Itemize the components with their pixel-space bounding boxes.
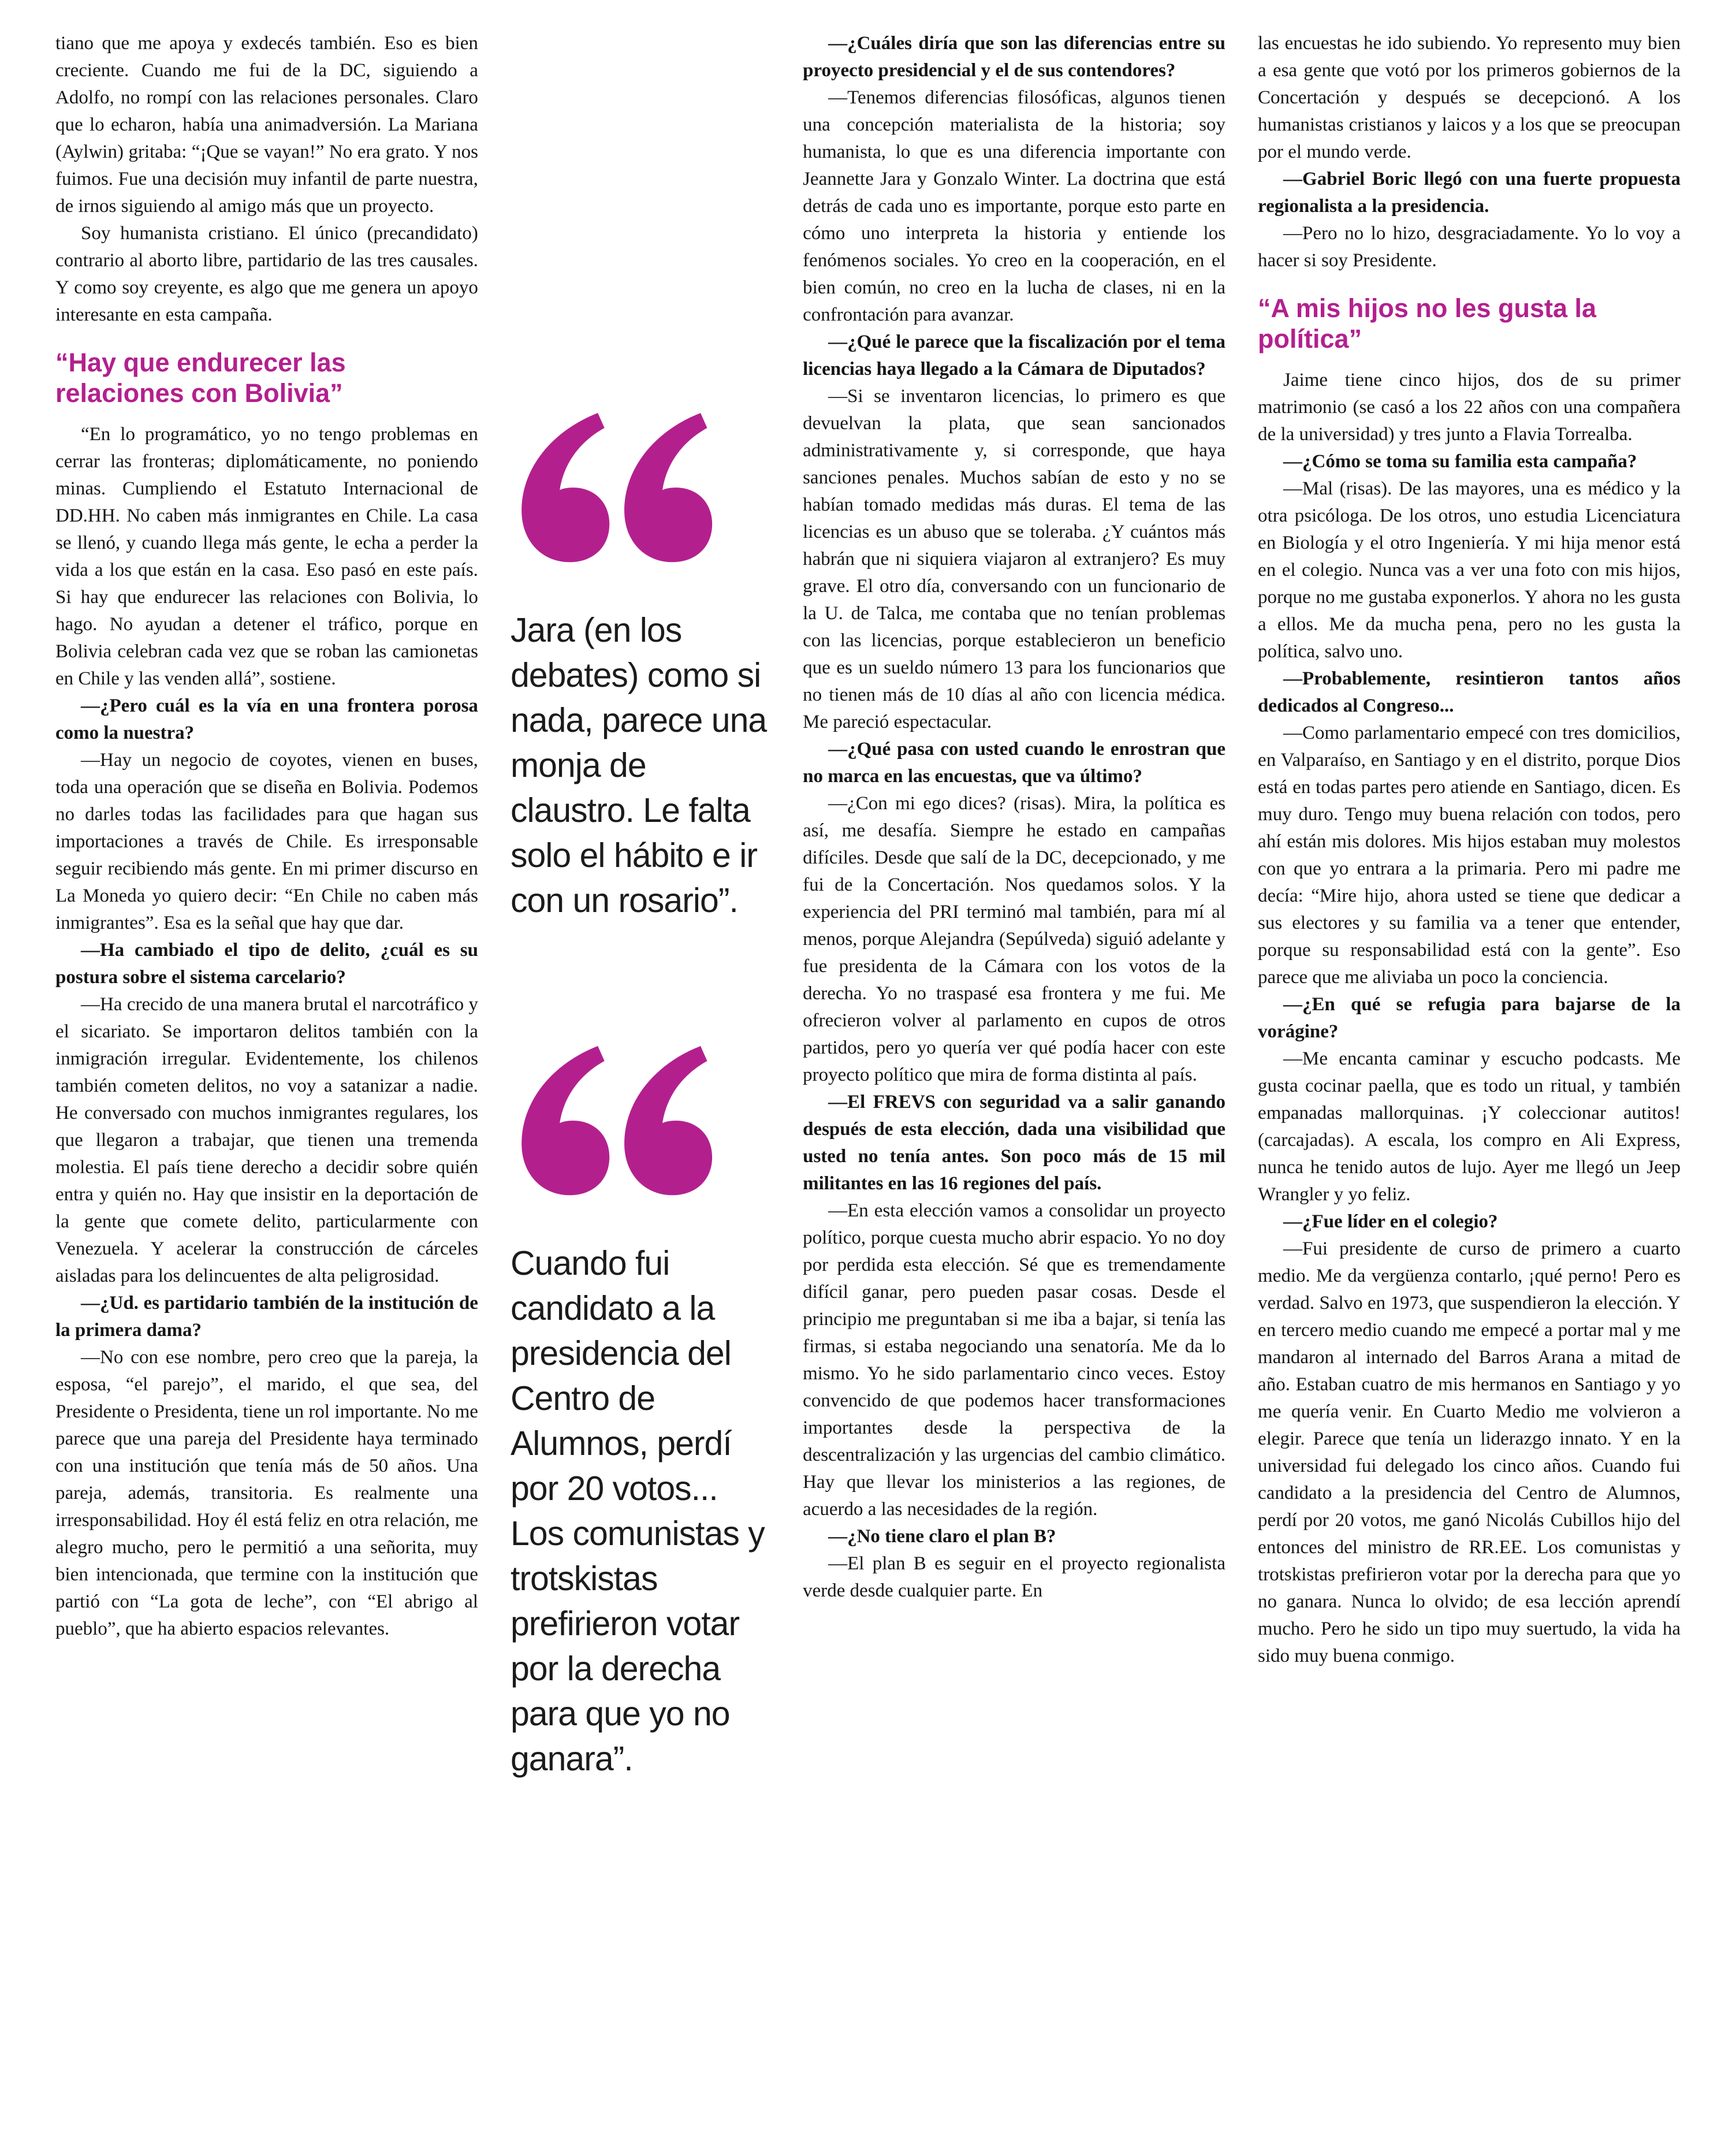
interview-question: —Probablemente, resintieron tantos años dedicados al Congreso... bbox=[1258, 668, 1681, 716]
interview-question: —Gabriel Boric llegó con una fuerte propuesta regionalista a la presidencia. bbox=[1258, 169, 1681, 217]
interview-answer: —Fui presidente de curso de primero a cuarto medio. Me da vergüenza contarlo, ¡qué perno! Pero es verdad. Salvo en 1973, que suspendieron la elección. Y en tercero medio cuando me empecé a portar mal y me mandaron al internado del Barros Arana a mitad de año. Estaban cuatro de mis hermanos en Santiago y yo me quería venir. En Cuarto Medio me volvieron a elegir. Parece que tenía un liderazgo innato. Y en la universidad fui delegado los cinco años. Cuando fui candidato a la presidencia del Centro de Alumnos, perdí por 20 votos, me ganó Nicolás Cubillos hijo del entonces del ministro de RR.EE. Los comunistas y trotskistas prefirieron votar por la derecha para que yo no ganara. Nunca lo olvido; de esa lección aprendí mucho. Pero he sido un tipo muy suertudo, la vida ha sido muy buena conmigo. bbox=[1258, 1238, 1681, 1666]
interview-answer: —En esta elección vamos a consolidar un proyecto político, porque cuesta mucho abrir espacio. Yo no doy por perdida esta elección. Sé que es tremendamente difícil ganar, pero pueden pasar cosas. Desde el principio me preguntaban si me iba a bajar, si tenía las firmas, si estaba negociando una senatoría. Me da lo mismo. Yo he sido parlamentario cinco veces. Estoy convencido de que podemos hacer transformaciones importantes desde la perspectiva de la descentralización y las urgencias del cambio climático. Hay que llevar los ministerios a las regiones, de acuerdo a las necesidades de la región. bbox=[803, 1200, 1226, 1520]
interview-question: —El FREVS con seguridad va a salir ganando después de esta elección, dada una visibilidad que usted no tenía antes. Son poco más de 15 mil militantes en las 16 regiones del país. bbox=[803, 1092, 1226, 1194]
interview-answer: —Me encanta caminar y escucho podcasts. Me gusta cocinar paella, que es todo un ritual, y también empanadas mallorquinas. ¡Y coleccionar autitos! (carcajadas). A escala, los compro en Ali Express, nunca he tenido autos de lujo. Ayer me llegó un Jeep Wrangler y yo feliz. bbox=[1258, 1048, 1681, 1205]
interview-answer: —Si se inventaron licencias, lo primero es que devuelvan la plata, que sean sancionados administrativamente y, si corresponde, que haya sanciones penales. Muchos sabían de esto y no se habían tomado medidas más duras. El tema de las licencias es un abuso que se toleraba. ¿Y cuántos más habrán que ni siquiera viajaron al extranjero? Es muy grave. El otro día, conversando con un funcionario de la U. de Talca, me contaba que no tenían problemas con las licencias, porque establecieron un beneficio que es un sueldo número 13 para los funcionarios que no tienen más de 10 días al año con licencia médica. Me pareció espectacular. bbox=[803, 386, 1226, 732]
article-paragraph: las encuestas he ido subiendo. Yo represento muy bien a esa gente que votó por los primeros gobiernos de la Concertación y después se decepcionó. A los humanistas cristianos y laicos y a los que se preocupan por el mundo verde. bbox=[1258, 33, 1681, 162]
pull-quote-text: Cuando fui candidato a la presidencia del Centro de Alumnos, perdí por 20 votos... Los comunistas y trotskistas prefirieron votar por la derecha para que yo no ganara”. bbox=[510, 1244, 765, 1778]
interview-question: —¿Ud. es partidario también de la institución de la primera dama? bbox=[55, 1293, 478, 1341]
interview-question: —¿En qué se refugia para bajarse de la vorágine? bbox=[1258, 994, 1681, 1042]
interview-question: —¿Fue líder en el colegio? bbox=[1283, 1211, 1498, 1232]
interview-answer: —El plan B es seguir en el proyecto regionalista verde desde cualquier parte. En bbox=[803, 1553, 1226, 1601]
pull-quote-column bbox=[511, 30, 770, 2117]
interview-answer: —Ha crecido de una manera brutal el narcotráfico y el sicariato. Se importaron delitos también con la inmigración irregular. Evidentemente, los chilenos también cometen delitos, no voy a satanizar a nadie. He conversado con muchos inmigrantes regulares, los que llegaron a trabajar, que tienen una tremenda molestia. El país tiene derecho a decidir sobre quién entra y quién no. Hay que insistir en la deportación de la gente que comete delito, particularmente con Venezuela. Y acelerar la construcción de cárceles aisladas para los delincuentes de alta peligrosidad. bbox=[55, 994, 478, 1286]
interview-answer: —Hay un negocio de coyotes, vienen en buses, toda una operación que se diseña en Bolivia. Podemos no darles todas las facilidades para que hagan sus importaciones a través de Chile. Es irresponsable seguir recibiendo más gente. En mi primer discurso en La Moneda yo quiero decir: “En Chile no caben más inmigrantes”. Esa es la señal que hay que dar. bbox=[55, 750, 478, 933]
article-paragraph: “En lo programático, yo no tengo problemas en cerrar las fronteras; diplomáticamente, no poniendo minas. Cumpliendo el Estatuto Internacional de DD.HH. No caben más inmigrantes en Chile. La casa se llenó, y cuando llega más gente, le echa a perder la vida a los que están en la casa. Eso pasó en este país. Si hay que endurecer las relaciones con Bolivia, lo hago. No ayudan a detener el tráfico, porque en Bolivia celebran cada vez que se roban las camionetas en Chile y las venden allá”, sostiene. bbox=[55, 424, 478, 689]
interview-question: —Ha cambiado el tipo de delito, ¿cuál es su postura sobre el sistema carcelario? bbox=[55, 940, 478, 988]
interview-answer: —¿Con mi ego dices? (risas). Mira, la política es así, me desafía. Siempre he estado en campañas difíciles. Desde que salí de la DC, decepcionado, y me fui de la Concertación. Nos quedamos solos. Y la experiencia del PRI terminó mal también, para mí al menos, porque Alejandra (Sepúlveda) siguió adelante y fue presidenta de la Cámara con los votos de la derecha. Yo no traspasé esa frontera y me fui. Me ofrecieron volver al parlamento en cupos de otros partidos, pero yo quería ver qué podía hacer con este proyecto político que mira de forma distinta al país. bbox=[803, 793, 1226, 1085]
interview-answer: —No con ese nombre, pero creo que la pareja, la esposa, “el parejo”, el marido, el que sea, del Presidente o Presidenta, tiene un rol importante. No me parece que una pareja del Presidente haya terminado con una institución que tenía más de 50 años. Una pareja, además, transitoria. Es realmente una irresponsabilidad. Hoy él está feliz en otra relación, me alegro mucho, pero le permitió a una señorita, muy bien intencionada, que termine con la institución que partió con “La gota de leche”, con “El abrigo al pueblo”, que ha abierto espacios relevantes. bbox=[55, 1347, 478, 1639]
section-subhead: “Hay que endurecer las relaciones con Bolivia” bbox=[55, 348, 346, 408]
interview-question: —¿Pero cuál es la vía en una frontera porosa como la nuestra? bbox=[55, 695, 478, 743]
section-subhead: “A mis hijos no les gusta la política” bbox=[1258, 293, 1597, 353]
interview-answer: —Tenemos diferencias filosóficas, algunos tienen una concepción materialista de la historia; soy humanista, lo que es una diferencia importante con Jeannette Jara y Gonzalo Winter. La doctrina que está detrás de cada uno es importante, porque esto parte en cómo uno interpreta la historia y entiende los fenómenos sociales. Yo creo en la cooperación, en el bien común, no creo en la lucha de clases, ni en la confrontación para avanzar. bbox=[803, 87, 1226, 325]
article-column-4 bbox=[1258, 30, 1681, 2117]
article-paragraph: tiano que me apoya y exdecés también. Eso es bien creciente. Cuando me fui de la DC, siguiendo a Adolfo, no rompí con las relaciones personales. Claro que lo echaron, había una animadversión. La Mariana (Aylwin) gritaba: “¡Que se vayan!” No era grato. Y nos fuimos. Fue una decisión muy infantil de parte nuestra, de irnos siguiendo al amigo más que un proyecto. bbox=[55, 33, 478, 217]
interview-question: —¿Qué le parece que la fiscalización por el tema licencias haya llegado a la Cámara de Diputados? bbox=[803, 332, 1226, 379]
interview-question: —¿Cómo se toma su familia esta campaña? bbox=[1283, 451, 1637, 472]
interview-question: —¿No tiene claro el plan B? bbox=[828, 1526, 1056, 1547]
opening-quote-icon bbox=[512, 404, 714, 574]
article-paragraph: Jaime tiene cinco hijos, dos de su primer matrimonio (se casó a los 22 años con una compañera de la universidad) y tres junto a Flavia Torrealba. bbox=[1258, 370, 1681, 445]
article-column-3 bbox=[803, 30, 1225, 2117]
interview-answer: —Como parlamentario empecé con tres domicilios, en Valparaíso, en Santiago y en el distrito, porque Dios está en todas partes pero atiende en Santiago, dicen. Es muy duro. Tengo muy buena relación con todos, pero ahí están mis dolores. Mis hijos estaban muy molestos con que yo entrara a la primaria. Pero mi padre me decía: “Mire hijo, ahora usted se tiene que dedicar a sus electores y su familia va a tener que entender, porque su responsabilidad está con la gente”. Eso parece que me aliviaba un poco la conciencia. bbox=[1258, 723, 1681, 988]
pull-quote-text: Jara (en los debates) como si nada, parece una monja de claustro. Le falta solo el hábito e ir con un rosario”. bbox=[510, 611, 767, 920]
interview-question: —¿Qué pasa con usted cuando le enrostran que no marca en las encuestas, que va último? bbox=[803, 739, 1226, 787]
interview-answer: —Mal (risas). De las mayores, una es médico y la otra psicóloga. De los otros, uno estudia Licenciatura en Biología y el otro Ingeniería. Y mi hija menor está en el colegio. Nunca vas a ver una foto con mis hijos, porque no me gustaba exponerlos. Y ahora no les gusta a ellos. Me da mucha pena, pero no les gusta la política, salvo uno. bbox=[1258, 478, 1681, 662]
article-paragraph: Soy humanista cristiano. El único (precandidato) contrario al aborto libre, partidario de las tres causales. Y como soy creyente, es algo que me genera un apoyo interesante en esta campaña. bbox=[55, 223, 478, 325]
interview-answer: —Pero no lo hizo, desgraciadamente. Yo lo voy a hacer si soy Presidente. bbox=[1258, 223, 1681, 271]
interview-question: —¿Cuáles diría que son las diferencias entre su proyecto presidencial y el de sus contendores? bbox=[803, 33, 1226, 81]
opening-quote-icon bbox=[512, 1037, 714, 1207]
article-column-1 bbox=[55, 30, 478, 2117]
